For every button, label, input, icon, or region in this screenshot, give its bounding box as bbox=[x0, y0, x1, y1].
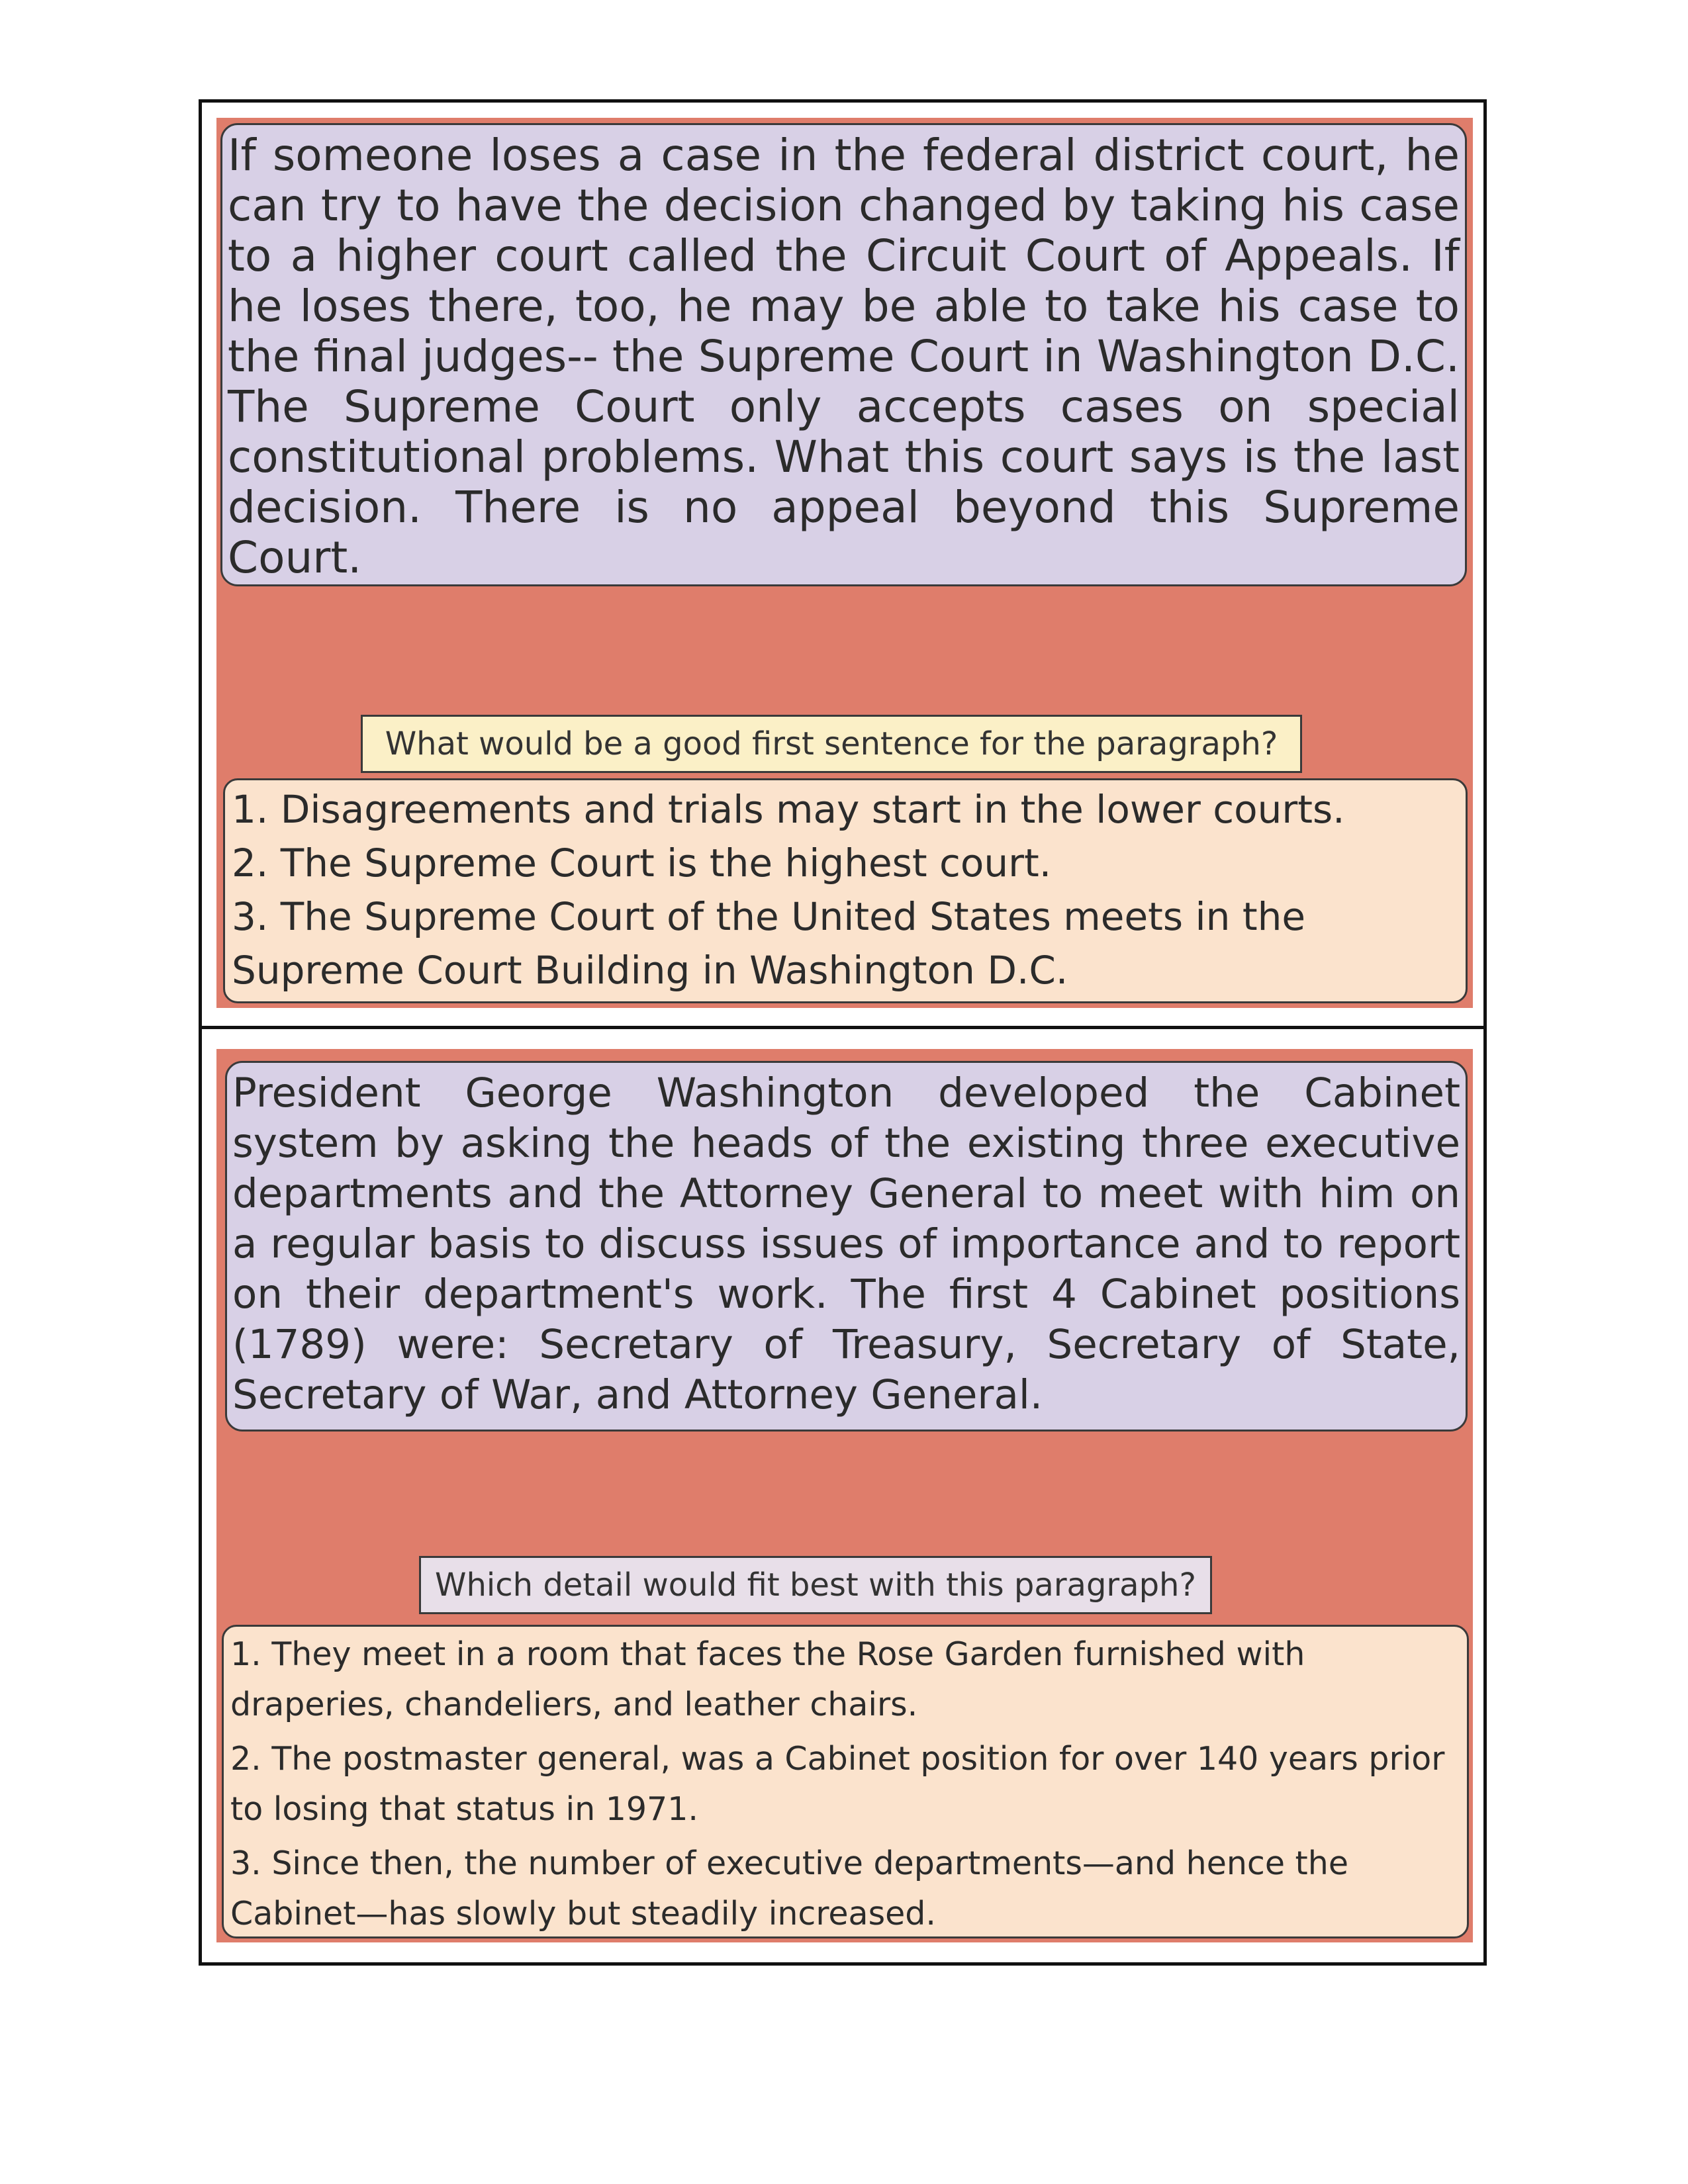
task-card-1 bbox=[216, 118, 1473, 1008]
answer-choice[interactable]: 2. The Supreme Court is the highest court. bbox=[232, 841, 1052, 886]
answer-choice[interactable]: 1. They meet in a room that faces the Rose Garden furnished with draperies, chandeliers, and leather chairs. bbox=[230, 1635, 1305, 1723]
answer-choice[interactable]: 3. The Supreme Court of the United States meets in the Supreme Court Building in Washington D.C. bbox=[232, 894, 1306, 993]
passage-1: If someone loses a case in the federal district court, he can try to have the decision changed by taking his case to a higher court called the Circuit Court of Appeals. If he loses there, too, he may be able to take his case to the final judges-- the Supreme Court in Washington D.C. The Supreme Court only accepts cases on special constitutional problems. What this court says is the last decision. There is no appeal beyond this Supreme Court. bbox=[220, 123, 1467, 586]
task-card-2 bbox=[216, 1049, 1473, 1942]
question-1: What would be a good first sentence for the paragraph? bbox=[361, 715, 1302, 773]
answer-choice[interactable]: 1. Disagreements and trials may start in the lower courts. bbox=[232, 787, 1345, 832]
passage-2: President George Washington developed the Cabinet system by asking the heads of the existing three executive departments and the Attorney General to meet with him on a regular basis to discuss issues of importance and to report on their department's work. The first 4 Cabinet positions (1789) were: Secretary of Treasury, Secretary of State, Secretary of War, and Attorney General. bbox=[225, 1061, 1468, 1432]
question-2: Which detail would fit best with this paragraph? bbox=[419, 1556, 1212, 1614]
answer-choice[interactable]: 2. The postmaster general, was a Cabinet position for over 140 years prior to losing that status in 1971. bbox=[230, 1740, 1445, 1828]
answer-choices-2 bbox=[222, 1625, 1469, 1938]
answer-choices-1 bbox=[223, 778, 1468, 1003]
card-divider bbox=[199, 1026, 1487, 1029]
answer-choice[interactable]: 3. Since then, the number of executive departments—and hence the Cabinet—has slowly but steadily increased. bbox=[230, 1844, 1348, 1933]
